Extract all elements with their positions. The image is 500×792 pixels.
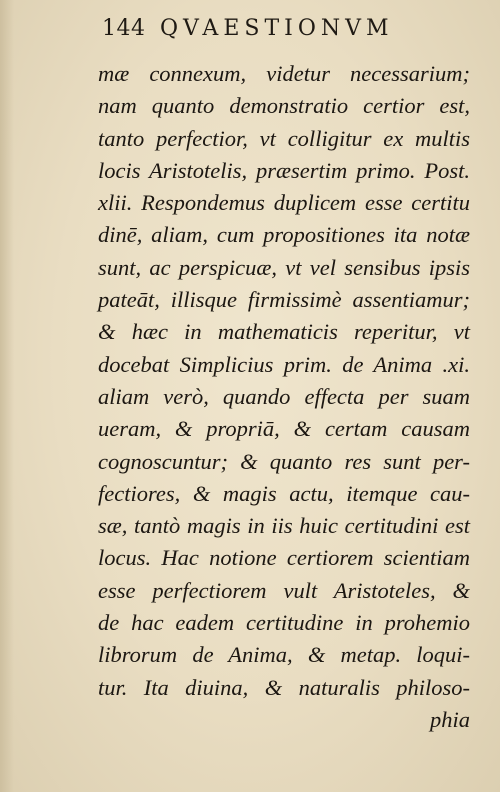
text-line: fectiores, & magis actu, itemque cau- (98, 480, 470, 506)
text-line: ueram, & propriā, & certam causam (98, 416, 470, 442)
text-line: pateāt, illisque firmissimè assentiamur; (98, 287, 470, 313)
text-line: locis Aristotelis, præsertim primo. Post. (98, 157, 470, 183)
body-text (98, 58, 470, 736)
text-line: librorum de Anima, & metap. loqui- (98, 642, 470, 668)
page-gutter-shadow (0, 0, 14, 792)
text-line: locus. Hac notione certiorem scientiam (98, 545, 470, 571)
text-line: aliam verò, quando effecta per suam (98, 383, 470, 409)
text-line: de hac eadem certitudine in prohemio (98, 610, 470, 636)
text-line: mæ connexum, videtur necessarium; (98, 61, 470, 86)
text-line: sæ, tantò magis in iis huic certitudini est (98, 513, 470, 539)
page-number: 144 (102, 16, 146, 41)
page-header (102, 14, 442, 44)
text-line: cognoscuntur; & quanto res sunt per- (98, 448, 470, 474)
catchword: phia (429, 706, 470, 732)
running-title: QVAESTIONVM (160, 16, 394, 41)
text-line: xlii. Respondemus duplicem esse certitu (98, 190, 470, 216)
text-line: tanto perfectior, vt colligitur ex multis (98, 125, 470, 151)
text-line: dinē, aliam, cum propositiones ita notæ (98, 222, 470, 248)
text-line: sunt, ac perspicuæ, vt vel sensibus ipsis (98, 254, 470, 280)
text-line: esse perfectiorem vult Aristoteles, & (98, 577, 470, 603)
text-line: & hæc in mathematicis reperitur, vt (98, 319, 470, 345)
text-line: docebat Simplicius prim. de Anima .xi. (98, 351, 470, 377)
text-line: tur. Ita diuina, & naturalis philoso- (98, 674, 470, 700)
text-line: nam quanto demonstratio certior est, (98, 93, 470, 119)
